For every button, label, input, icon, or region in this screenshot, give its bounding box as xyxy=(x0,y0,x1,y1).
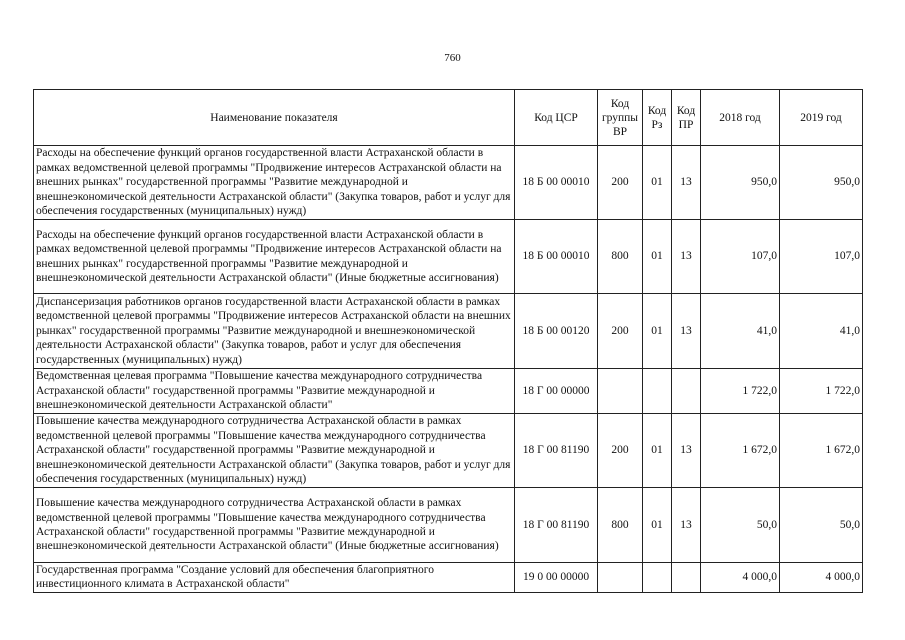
cell-name: Диспансеризация работников органов государственной власти Астраханской области в рамках ведомственной целевой программы "Продвижение интересов Астраханской области на внешних рынках" государственной программы "Развитие международной и внешнеэкономической деятельности Астраханской области" (Закупка товаров, работ и услуг для обеспечения государственных (муниципальных) нужд) xyxy=(34,294,515,369)
budget-table xyxy=(33,89,863,593)
column-header-vr: Код группы ВР xyxy=(598,90,643,146)
cell-vr: 200 xyxy=(598,414,643,488)
cell-2019: 107,0 xyxy=(780,220,863,294)
column-header-rz: Код Рз xyxy=(643,90,672,146)
table-row xyxy=(34,488,863,563)
cell-2019: 950,0 xyxy=(780,146,863,220)
cell-2018: 950,0 xyxy=(701,146,780,220)
column-header-name: Наименование показателя xyxy=(34,90,515,146)
column-header-csr: Код ЦСР xyxy=(515,90,598,146)
column-header-2018: 2018 год xyxy=(701,90,780,146)
cell-2018: 4 000,0 xyxy=(701,563,780,593)
cell-vr: 800 xyxy=(598,220,643,294)
cell-rz xyxy=(643,563,672,593)
cell-name: Расходы на обеспечение функций органов государственной власти Астраханской области в рамках ведомственной целевой программы "Продвижение интересов Астраханской области на внешних рынках" государственной программы "Развитие международной и внешнеэкономической деятельности Астраханской области" (Закупка товаров, работ и услуг для обеспечения государственных (муниципальных) нужд) xyxy=(34,146,515,220)
cell-csr: 18 Г 00 00000 xyxy=(515,369,598,414)
cell-vr xyxy=(598,563,643,593)
cell-pr: 13 xyxy=(672,220,701,294)
cell-rz xyxy=(643,369,672,414)
cell-name: Государственная программа "Создание условий для обеспечения благоприятного инвестиционного климата в Астраханской области" xyxy=(34,563,515,593)
cell-vr xyxy=(598,369,643,414)
cell-pr: 13 xyxy=(672,146,701,220)
cell-pr: 13 xyxy=(672,294,701,369)
cell-2019: 41,0 xyxy=(780,294,863,369)
cell-vr: 200 xyxy=(598,294,643,369)
cell-rz: 01 xyxy=(643,146,672,220)
cell-name: Повышение качества международного сотрудничества Астраханской области в рамках ведомственной целевой программы "Повышение качества международного сотрудничества Астраханской области" государственной программы "Развитие международной и внешнеэкономической деятельности Астраханской области" (Закупка товаров, работ и услуг для обеспечения государственных (муниципальных) нужд) xyxy=(34,414,515,488)
cell-name: Ведомственная целевая программа "Повышение качества международного сотрудничества Астраханской области" государственной программы "Развитие международной и внешнеэкономической деятельности Астраханской области" xyxy=(34,369,515,414)
cell-2019: 1 722,0 xyxy=(780,369,863,414)
cell-vr: 800 xyxy=(598,488,643,563)
cell-rz: 01 xyxy=(643,220,672,294)
cell-csr: 18 Г 00 81190 xyxy=(515,488,598,563)
cell-2018: 107,0 xyxy=(701,220,780,294)
cell-vr: 200 xyxy=(598,146,643,220)
table-row xyxy=(34,369,863,414)
cell-name: Расходы на обеспечение функций органов государственной власти Астраханской области в рамках ведомственной целевой программы "Продвижение интересов Астраханской области на внешних рынках" государственной программы "Развитие международной и внешнеэкономической деятельности Астраханской области" (Иные бюджетные ассигнования) xyxy=(34,220,515,294)
cell-name: Повышение качества международного сотрудничества Астраханской области в рамках ведомственной целевой программы "Повышение качества международного сотрудничества Астраханской области" государственной программы "Развитие международной и внешнеэкономической деятельности Астраханской области" (Иные бюджетные ассигнования) xyxy=(34,488,515,563)
table-row xyxy=(34,294,863,369)
table-row xyxy=(34,414,863,488)
cell-rz: 01 xyxy=(643,488,672,563)
cell-2019: 50,0 xyxy=(780,488,863,563)
cell-2018: 1 722,0 xyxy=(701,369,780,414)
table-row xyxy=(34,146,863,220)
page-number: 760 xyxy=(444,52,461,64)
cell-csr: 19 0 00 00000 xyxy=(515,563,598,593)
table-header-row xyxy=(34,90,863,146)
cell-pr: 13 xyxy=(672,414,701,488)
column-header-2019: 2019 год xyxy=(780,90,863,146)
cell-csr: 18 Б 00 00010 xyxy=(515,220,598,294)
cell-rz: 01 xyxy=(643,294,672,369)
cell-pr xyxy=(672,369,701,414)
cell-2018: 41,0 xyxy=(701,294,780,369)
cell-csr: 18 Б 00 00010 xyxy=(515,146,598,220)
column-header-pr: Код ПР xyxy=(672,90,701,146)
cell-csr: 18 Б 00 00120 xyxy=(515,294,598,369)
cell-2019: 1 672,0 xyxy=(780,414,863,488)
cell-2018: 50,0 xyxy=(701,488,780,563)
cell-pr: 13 xyxy=(672,488,701,563)
cell-2019: 4 000,0 xyxy=(780,563,863,593)
cell-csr: 18 Г 00 81190 xyxy=(515,414,598,488)
cell-pr xyxy=(672,563,701,593)
table-row xyxy=(34,563,863,593)
cell-2018: 1 672,0 xyxy=(701,414,780,488)
cell-rz: 01 xyxy=(643,414,672,488)
table-row xyxy=(34,220,863,294)
